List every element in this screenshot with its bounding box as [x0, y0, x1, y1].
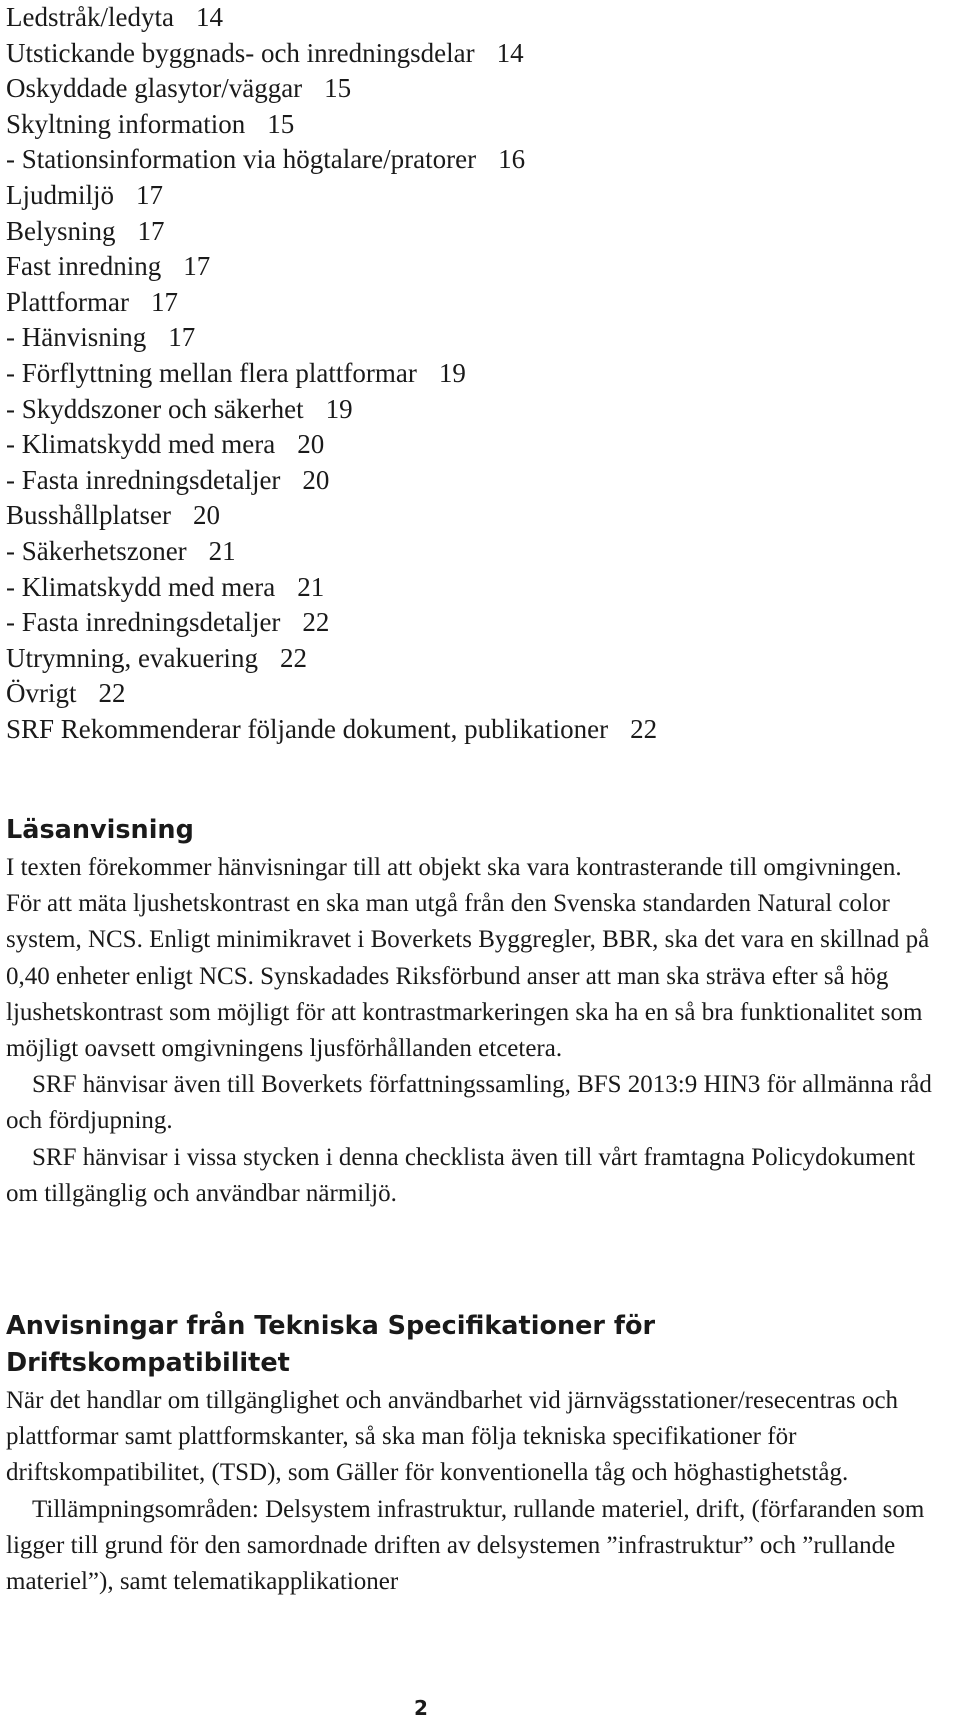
toc-entry-page: 14 [496, 37, 524, 68]
page-number: 2 [414, 1696, 428, 1720]
toc-entry-page: 17 [150, 286, 178, 317]
toc-entry-page: 20 [297, 429, 325, 460]
toc-entry [6, 249, 657, 285]
toc-entry [6, 178, 657, 214]
toc-entry-page: 21 [297, 571, 325, 602]
toc-entry-label: - Hänvisning [6, 322, 147, 353]
toc-entry-page: 22 [98, 678, 126, 709]
toc-entry-label: - Förflyttning mellan flera plattformar [6, 357, 417, 388]
toc-entry-page: 15 [267, 108, 295, 139]
toc-entry-label: Plattformar [6, 286, 129, 317]
toc-entry-label: Utstickande byggnads- och inredningsdelar [6, 37, 475, 68]
toc-entry-page: 22 [630, 713, 658, 744]
toc-entry [6, 605, 657, 641]
toc-entry-label: Övrigt [6, 678, 77, 709]
toc-entry [6, 107, 657, 143]
toc-entry-page: 19 [438, 357, 466, 388]
toc-entry [6, 71, 657, 107]
toc-entry [6, 214, 657, 250]
toc-entry-label: Ljudmiljö [6, 179, 114, 210]
paragraph: När det handlar om tillgänglighet och användbarhet vid järnvägsstationer/resecentras och plattformar samt plattformskanter, så ska man följa tekniska specifikationer för driftskompatibilitet, (TSD), som Gäller för konventionella tåg och höghastighetståg. [6, 1387, 899, 1487]
toc-entry-label: Busshållplatser [6, 500, 171, 531]
toc-entry-label: - Fasta inredningsdetaljer [6, 607, 281, 638]
toc-entry-page: 14 [195, 2, 223, 32]
toc-entry [6, 676, 657, 712]
toc-entry [6, 641, 657, 677]
toc-entry-label: - Skyddszoner och säkerhet [6, 393, 304, 424]
toc-entry [6, 36, 657, 72]
toc-entry [6, 356, 657, 392]
toc-entry-label: SRF Rekommenderar följande dokument, publikationer [6, 713, 609, 744]
toc-entry-label: Ledstråk/ledyta [6, 2, 174, 32]
toc-entry-page: 17 [183, 251, 211, 282]
toc-entry-page: 17 [136, 179, 163, 210]
toc-entry-page: 20 [302, 464, 330, 495]
toc-entry [6, 712, 657, 748]
toc-entry [6, 0, 657, 36]
toc-entry [6, 427, 657, 463]
toc-entry-page: 22 [279, 642, 307, 673]
toc-entry [6, 285, 657, 321]
toc-entry-label: Utrymning, evakuering [6, 642, 258, 673]
toc-entry-label: - Säkerhetszoner [6, 535, 187, 566]
toc-entry-page: 21 [208, 535, 236, 566]
toc-entry-label: - Klimatskydd med mera [6, 429, 276, 460]
section-heading-anvisningar: Anvisningar från Tekniska Specifikationer för Driftskompatibilitet [6, 1311, 656, 1378]
toc-entry [6, 498, 657, 534]
table-of-contents [6, 0, 657, 747]
paragraph: SRF hänvisar i vissa stycken i denna checklista även till vårt framtagna Policydokument om tillgänglig och användbar närmiljö. [6, 1143, 916, 1207]
paragraph: I texten förekommer hänvisningar till att objekt ska vara kontrasterande till omgivningen. För att mäta ljushetskontrast en ska man utgå från den Svenska standarden Natural color system, NCS. Enligt minimikravet i Boverkets Byggregler, BBR, ska det vara en skillnad på 0,40 enheter enligt NCS. Synskadades Riksförbund anser att man ska sträva efter så hög ljushetskontrast som möjligt för att kontrastmarkeringen ska ha en så bra funktionalitet som möjligt oavsett omgivningens ljusförhållanden etcetera. [6, 854, 930, 1063]
toc-entry [6, 320, 657, 356]
toc-entry [6, 392, 657, 428]
lasanvisning-body [6, 850, 936, 1212]
toc-entry-label: Belysning [6, 215, 116, 246]
toc-entry-page: 19 [325, 393, 353, 424]
section-heading-lasanvisning: Läsanvisning [6, 815, 194, 845]
anvisningar-body [6, 1383, 936, 1600]
toc-entry-page: 17 [137, 215, 165, 246]
toc-entry [6, 534, 657, 570]
toc-entry-page: 16 [498, 144, 526, 175]
toc-entry-page: 22 [302, 607, 330, 638]
toc-entry-label: Fast inredning [6, 251, 162, 282]
toc-entry-label: Skyltning information [6, 108, 246, 139]
toc-entry [6, 463, 657, 499]
toc-entry-page: 20 [192, 500, 220, 531]
toc-entry-label: Oskyddade glasytor/väggar [6, 73, 303, 104]
toc-entry [6, 570, 657, 606]
paragraph: SRF hänvisar även till Boverkets författningssamling, BFS 2013:9 HIN3 för allmänna råd och fördjupning. [6, 1071, 932, 1135]
toc-entry-label: - Klimatskydd med mera [6, 571, 276, 602]
paragraph: Tillämpningsområden: Delsystem infrastruktur, rullande materiel, drift, (förfaranden som ligger till grund för den samordnade driften av delsystemen ”infrastruktur” och ”rullande materiel”), samt telematikapplikationer [6, 1495, 925, 1596]
toc-entry-label: - Fasta inredningsdetaljer [6, 464, 281, 495]
toc-entry-page: 15 [324, 73, 352, 104]
toc-entry-label: - Stationsinformation via högtalare/pratorer [6, 144, 477, 175]
toc-entry-page: 17 [168, 322, 196, 353]
toc-entry [6, 142, 657, 178]
